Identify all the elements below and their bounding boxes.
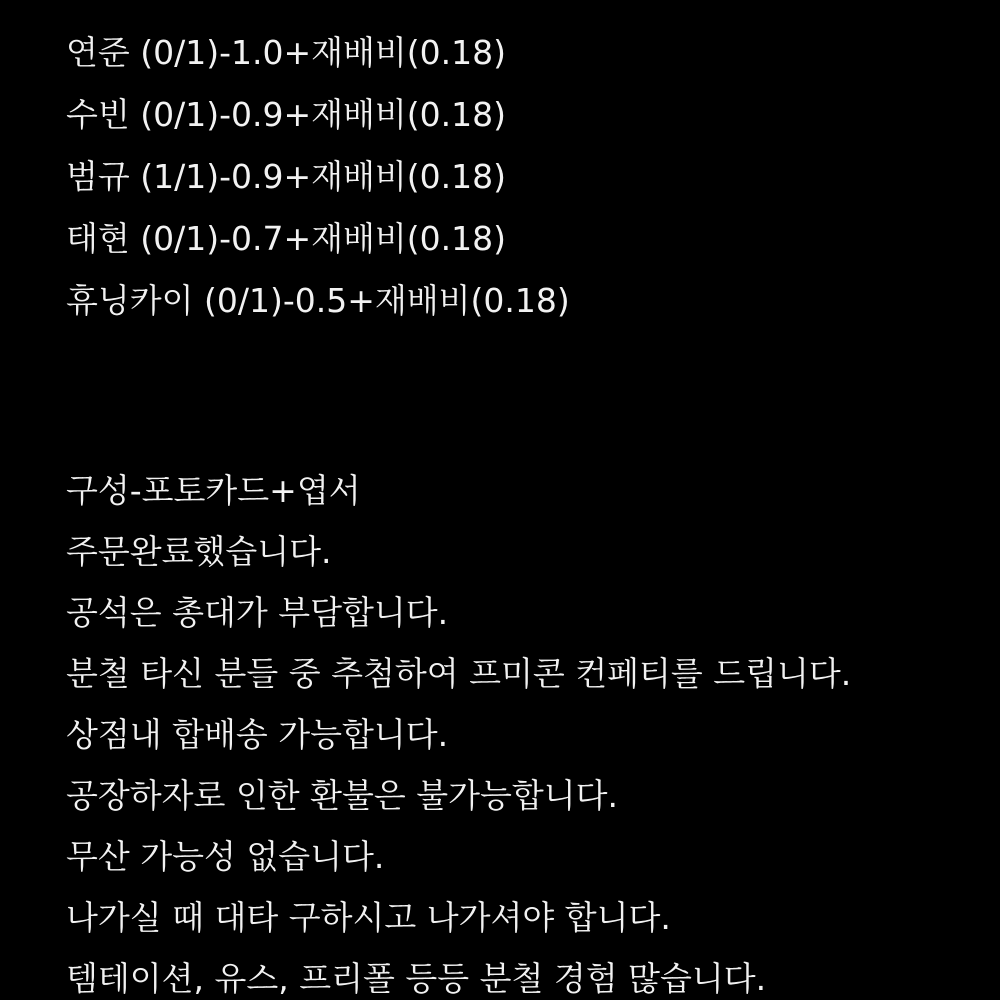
notice-line-cancellation: 무산 가능성 없습니다. <box>66 837 385 876</box>
notice-list <box>66 460 851 1000</box>
notice-line-contents: 구성-포토카드+엽서 <box>66 471 361 510</box>
notice-line-replacement: 나가실 때 대타 구하시고 나가셔야 합니다. <box>66 898 671 937</box>
notice-line-vacancy: 공석은 총대가 부담합니다. <box>66 593 449 632</box>
notice-line-refund-policy: 공장하자로 인한 환불은 불가능합니다. <box>66 776 619 815</box>
notice-line-order-status: 주문완료했습니다. <box>66 532 332 571</box>
member-price-line-soobin: 수빈 (0/1)-0.9+재배비(0.18) <box>66 95 507 134</box>
member-price-line-beomgyu: 범규 (1/1)-0.9+재배비(0.18) <box>66 157 507 196</box>
member-price-line-taehyun: 태현 (0/1)-0.7+재배비(0.18) <box>66 219 507 258</box>
member-price-list <box>66 22 570 332</box>
notice-line-raffle: 분철 타신 분들 중 추첨하여 프미콘 컨페티를 드립니다. <box>66 654 852 693</box>
member-price-line-yeonjun: 연준 (0/1)-1.0+재배비(0.18) <box>66 33 507 72</box>
notice-line-combined-shipping: 상점내 합배송 가능합니다. <box>66 715 449 754</box>
member-price-line-hueningkai: 휴닝카이 (0/1)-0.5+재배비(0.18) <box>66 281 570 320</box>
notice-line-experience: 템테이션, 유스, 프리폴 등등 분철 경험 많습니다. <box>66 959 767 998</box>
